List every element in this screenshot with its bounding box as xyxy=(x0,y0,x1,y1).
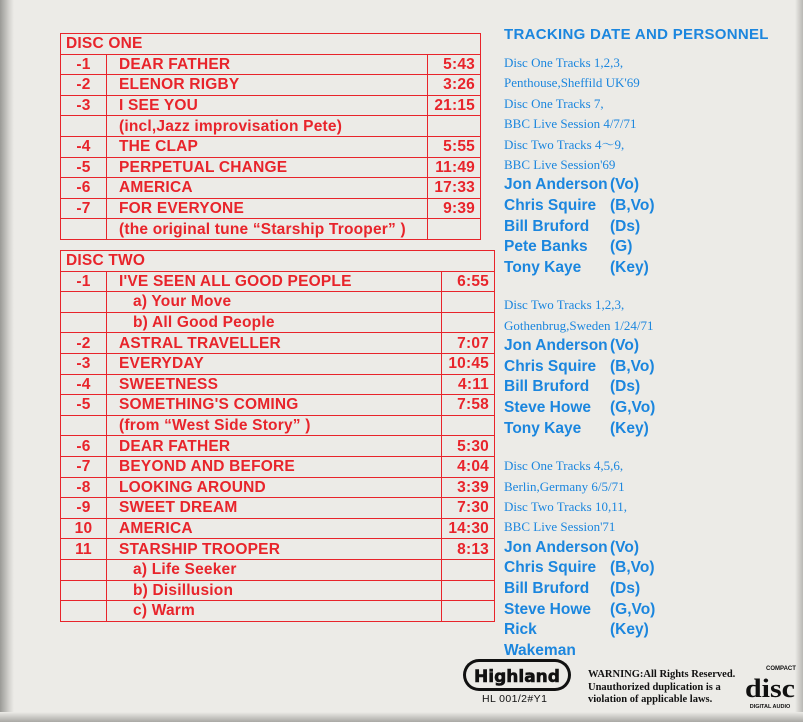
compact-disc-logo xyxy=(743,663,797,711)
member-row xyxy=(504,336,794,357)
track-row xyxy=(61,198,481,219)
cd-logo-bottom-text: DIGITAL AUDIO xyxy=(749,704,791,710)
disc-one-header: DISC ONE xyxy=(61,34,481,55)
track-part: a) Your Move xyxy=(107,292,442,313)
highland-logo xyxy=(461,655,573,695)
track-title: ASTRAL TRAVELLER xyxy=(107,333,442,354)
track-number: -3 xyxy=(61,353,107,374)
member-name: Jon Anderson xyxy=(504,538,608,556)
session-line: Berlin,Germany 6/5/71 xyxy=(504,478,625,494)
member-row xyxy=(504,357,794,378)
session-line: Disc Two Tracks 1,2,3, xyxy=(504,297,625,313)
track-time: 4:11 xyxy=(442,374,495,395)
track-row xyxy=(61,271,495,292)
track-note: (incl,Jazz improvisation Pete) xyxy=(107,116,428,137)
track-number: -1 xyxy=(61,271,107,292)
track-number xyxy=(61,312,107,333)
session-line: Disc One Tracks 7, xyxy=(504,95,604,111)
track-note: (the original tune “Starship Trooper” ) xyxy=(107,219,428,240)
track-number: -2 xyxy=(61,333,107,354)
track-number: 11 xyxy=(61,539,107,560)
track-title: I SEE YOU xyxy=(107,95,428,116)
track-time: 6:55 xyxy=(442,271,495,292)
track-time xyxy=(442,559,495,580)
track-title: AMERICA xyxy=(107,518,442,539)
member-row xyxy=(504,579,794,600)
personnel-group-3 xyxy=(504,456,794,661)
track-part: b) Disillusion xyxy=(107,580,442,601)
track-row xyxy=(61,456,495,477)
track-time: 14:30 xyxy=(442,518,495,539)
track-part: c) Warm xyxy=(107,601,442,622)
track-row xyxy=(61,415,495,436)
track-number: -2 xyxy=(61,75,107,96)
track-time: 17:33 xyxy=(428,178,481,199)
track-time xyxy=(442,601,495,622)
track-title: THE CLAP xyxy=(107,136,428,157)
session-line: Disc One Tracks 1,2,3, xyxy=(504,55,624,70)
track-number: -5 xyxy=(61,395,107,416)
track-row xyxy=(61,95,481,116)
member-role: (B,Vo) xyxy=(610,559,655,577)
track-row xyxy=(61,580,495,601)
member-role: (Key) xyxy=(610,419,649,437)
member-name: Jon Anderson xyxy=(504,337,608,355)
disc-two-header: DISC TWO xyxy=(61,251,495,272)
track-number: -1 xyxy=(61,54,107,75)
track-row xyxy=(61,559,495,580)
member-role: (Key) xyxy=(610,621,649,639)
session-line: Gothenbrug,Sweden 1/24/71 xyxy=(504,317,654,333)
track-part: a) Life Seeker xyxy=(107,559,442,580)
session-line: Disc One Tracks 4,5,6, xyxy=(504,458,624,474)
track-title: LOOKING AROUND xyxy=(107,477,442,498)
warning-line: Unauthorized duplication is a xyxy=(588,681,721,693)
member-role: (G) xyxy=(610,238,633,256)
member-row xyxy=(504,217,794,238)
member-name: Bill Bruford xyxy=(504,580,590,597)
jewel-case-right-edge xyxy=(795,0,803,722)
member-name: Bill Bruford xyxy=(504,217,590,235)
track-number: -7 xyxy=(61,456,107,477)
member-role: (B,Vo) xyxy=(610,357,655,375)
track-time: 21:15 xyxy=(428,95,481,116)
session-line: Disc Two Tracks 4～9, xyxy=(504,136,625,152)
member-role: (Ds) xyxy=(610,217,641,235)
track-title: SWEETNESS xyxy=(107,374,442,395)
track-time: 9:39 xyxy=(428,198,481,219)
track-row xyxy=(61,116,481,137)
member-name: Tony Kaye xyxy=(504,419,582,437)
track-row xyxy=(61,333,495,354)
track-title: SOMETHING'S COMING xyxy=(107,395,442,416)
track-row xyxy=(61,518,495,539)
track-title: FOR EVERYONE xyxy=(107,198,428,219)
track-row xyxy=(61,157,481,178)
track-number: -3 xyxy=(61,95,107,116)
track-row xyxy=(61,178,481,199)
track-row xyxy=(61,601,495,622)
track-row xyxy=(61,219,481,240)
member-name: Jon Anderson xyxy=(504,176,608,194)
jewel-case-bottom-edge xyxy=(0,712,803,722)
jewel-case-left-edge xyxy=(0,0,14,722)
member-role: (Vo) xyxy=(610,538,639,556)
track-number xyxy=(61,580,107,601)
cd-logo-top-text: COMPACT xyxy=(766,666,796,672)
member-row xyxy=(504,237,794,258)
track-title: BEYOND AND BEFORE xyxy=(107,456,442,477)
member-role: (G,Vo) xyxy=(610,600,656,618)
track-time xyxy=(442,312,495,333)
track-row xyxy=(61,75,481,96)
disc-two-tracklist xyxy=(60,250,495,622)
session-line: Disc Two Tracks 10,11, xyxy=(504,499,627,514)
track-number: -4 xyxy=(61,136,107,157)
track-row xyxy=(61,353,495,374)
session-line: BBC Live Session'69 xyxy=(504,157,616,173)
track-title: PERPETUAL CHANGE xyxy=(107,157,428,178)
member-name: Bill Bruford xyxy=(504,378,590,396)
member-name: Steve Howe xyxy=(504,600,592,618)
track-row xyxy=(61,312,495,333)
track-part: b) All Good People xyxy=(107,312,442,333)
track-note: (from “West Side Story” ) xyxy=(107,415,442,436)
member-role: (Vo) xyxy=(610,337,639,355)
track-row xyxy=(61,54,481,75)
track-number xyxy=(61,292,107,313)
track-row xyxy=(61,477,495,498)
track-time: 3:26 xyxy=(428,75,481,96)
track-row xyxy=(61,395,495,416)
member-name: Tony Kaye xyxy=(504,258,582,276)
track-title: EVERYDAY xyxy=(107,353,442,374)
disc-one-tracklist xyxy=(60,33,481,240)
track-title: DEAR FATHER xyxy=(107,54,428,75)
track-number: -5 xyxy=(61,157,107,178)
member-role: (Ds) xyxy=(610,580,641,597)
member-row xyxy=(504,600,794,621)
member-name: Chris Squire xyxy=(504,559,597,577)
track-row xyxy=(61,374,495,395)
track-time: 3:39 xyxy=(442,477,495,498)
member-name: Pete Banks xyxy=(504,238,588,256)
track-row xyxy=(61,498,495,519)
member-name: Steve Howe xyxy=(504,399,592,416)
highland-logo-text: Highland xyxy=(474,667,560,687)
track-time: 10:45 xyxy=(442,353,495,374)
track-title: I'VE SEEN ALL GOOD PEOPLE xyxy=(107,271,442,292)
track-time: 4:04 xyxy=(442,456,495,477)
track-title: SWEET DREAM xyxy=(107,498,442,519)
track-number: -7 xyxy=(61,198,107,219)
track-time xyxy=(442,292,495,313)
track-number: -9 xyxy=(61,498,107,519)
track-number xyxy=(61,601,107,622)
member-row xyxy=(504,175,794,196)
member-row xyxy=(504,419,794,440)
track-row xyxy=(61,539,495,560)
track-number: -6 xyxy=(61,436,107,457)
track-time: 7:07 xyxy=(442,333,495,354)
track-number: -8 xyxy=(61,477,107,498)
member-name: Chris Squire xyxy=(504,357,597,375)
session-line: Penthouse,Sheffild UK'69 xyxy=(504,75,640,91)
track-time: 5:55 xyxy=(428,136,481,157)
personnel-column xyxy=(504,22,794,661)
track-title: DEAR FATHER xyxy=(107,436,442,457)
member-role: (Ds) xyxy=(610,378,641,396)
track-row xyxy=(61,436,495,457)
track-time xyxy=(428,116,481,137)
personnel-group-1 xyxy=(504,53,794,278)
session-line: BBC Live Session'71 xyxy=(504,519,616,535)
member-row xyxy=(504,258,794,279)
track-time xyxy=(442,580,495,601)
warning-line: WARNING:All Rights Reserved. xyxy=(588,669,736,680)
member-name: Rick Wakeman xyxy=(504,621,576,659)
track-title: STARSHIP TROOPER xyxy=(107,539,442,560)
track-number xyxy=(61,559,107,580)
member-role: (B,Vo) xyxy=(610,197,655,215)
track-number: 10 xyxy=(61,518,107,539)
member-role: (Vo) xyxy=(610,176,639,194)
cd-logo-mark: disc xyxy=(745,674,795,703)
track-time xyxy=(428,219,481,240)
track-title: ELENOR RIGBY xyxy=(107,75,428,96)
track-time: 7:58 xyxy=(442,395,495,416)
member-row xyxy=(504,377,794,398)
member-row xyxy=(504,558,794,579)
track-number: -4 xyxy=(61,374,107,395)
track-time xyxy=(442,415,495,436)
track-number xyxy=(61,415,107,436)
track-row xyxy=(61,136,481,157)
member-row xyxy=(504,398,794,419)
personnel-group-2 xyxy=(504,295,794,439)
copyright-warning xyxy=(588,669,735,707)
session-line: BBC Live Session 4/7/71 xyxy=(504,116,637,132)
track-time: 5:43 xyxy=(428,54,481,75)
member-role: (Key) xyxy=(610,258,649,276)
member-role: (G,Vo) xyxy=(610,399,656,416)
member-name: Chris Squire xyxy=(504,197,597,215)
track-time: 7:30 xyxy=(442,498,495,519)
track-time: 8:13 xyxy=(442,539,495,560)
member-row xyxy=(504,538,794,559)
track-title: AMERICA xyxy=(107,178,428,199)
member-row xyxy=(504,196,794,217)
track-number xyxy=(61,219,107,240)
catalog-number: HL 001/2#Y1 xyxy=(482,693,548,705)
warning-line: violation of applicable laws. xyxy=(588,694,713,705)
track-time: 5:30 xyxy=(442,436,495,457)
track-number: -6 xyxy=(61,178,107,199)
track-number xyxy=(61,116,107,137)
track-time: 11:49 xyxy=(428,157,481,178)
track-row xyxy=(61,292,495,313)
personnel-title: TRACKING DATE AND PERSONNEL xyxy=(504,26,769,43)
